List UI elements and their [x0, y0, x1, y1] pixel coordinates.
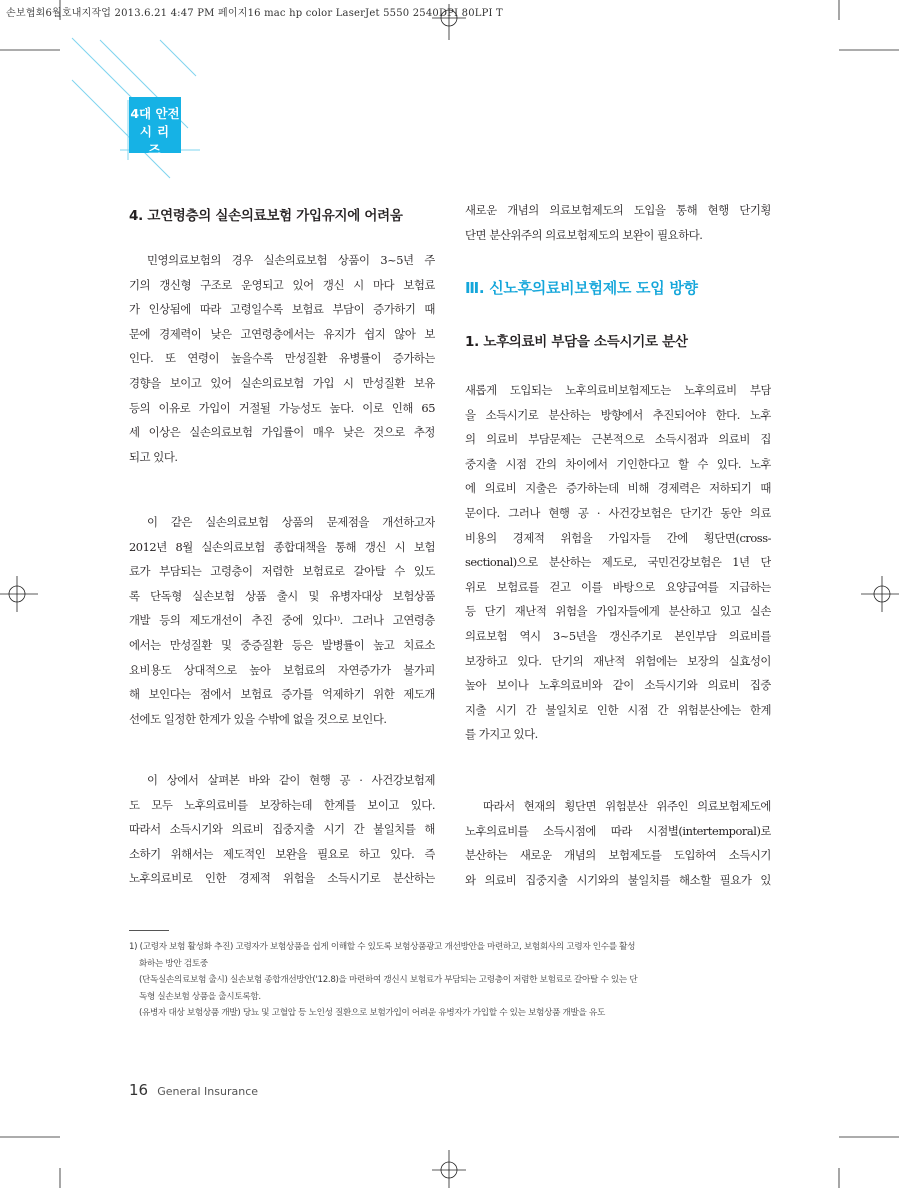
footnote-line: 화하는 방안 검토중 — [139, 958, 208, 969]
page-footer — [129, 1080, 258, 1099]
text-line: 가 인상됨에 따라 고령일수록 보험료 부담이 증가하기 때 — [129, 302, 435, 317]
text-line: 등 단기 재난적 위험을 가입자들에게 분산하고 있고 실손 — [465, 604, 771, 619]
text-line: 에 의료비 지출은 증가하는데 비해 경제력은 저하되기 때 — [465, 481, 771, 496]
left-paragraph-1 — [129, 248, 435, 469]
text-line: 를 가지고 있다. — [465, 727, 538, 742]
right-paragraph-1 — [465, 378, 771, 747]
text-line: 해 보인다는 점에서 보험료 증가를 억제하기 위한 제도개 — [129, 687, 435, 702]
left-paragraph-3 — [129, 768, 435, 891]
text-line: 세 이상은 실손의료보험 가입률이 매우 낮은 것으로 추정 — [129, 425, 435, 440]
page-number: 16 — [129, 1081, 149, 1099]
text-line: 와 의료비 집중지출 시기와의 불일치를 해소할 필요가 있 — [465, 872, 771, 887]
text-line: 인다. 또 연령이 높을수록 만성질환 유병률이 증가하는 — [129, 351, 435, 366]
footnote-divider — [129, 930, 169, 931]
footnote-line: 독형 실손보험 상품을 출시토록함. — [139, 991, 261, 1002]
text-line: 민영의료보험의 경우 실손의료보험 상품이 3~5년 주 — [147, 253, 435, 267]
text-line: 되고 있다. — [129, 449, 178, 464]
text-line: 이 상에서 살펴본 바와 같이 현행 공 · 사건강보험제 — [147, 773, 435, 787]
text-line: 소하기 위해서는 제도적인 보완을 필요로 하고 있다. 즉 — [129, 846, 435, 861]
text-line: 도 모두 노후의료비를 보장하는데 한계를 보이고 있다. — [129, 797, 435, 812]
text-line: 에서는 만성질환 및 중증질환 등은 발병률이 높고 치료소 — [129, 637, 435, 652]
text-line: sectional)으로 분산하는 제도로, 국민건강보험은 1년 단 — [465, 555, 771, 570]
right-paragraph-2 — [465, 794, 771, 892]
text-line: 보장하고 있다. 단기의 재난적 위험에는 보장의 실효성이 — [465, 653, 771, 668]
text-line: 분산하는 새로운 개념의 보험제도를 도입하여 소득시기 — [465, 848, 771, 863]
text-line: 료가 부담되는 고령층이 저렴한 보험료로 갈아탈 수 있도 — [129, 564, 435, 579]
text-line: 노후의료비를 소득시점에 따라 시점별(intertemporal)로 — [465, 823, 771, 838]
text-line: 기의 갱신형 구조로 운영되고 있어 갱신 시 마다 보험료 — [129, 277, 435, 292]
text-line: 경향을 보이고 있어 실손의료보험 가입 시 만성질환 보유 — [129, 375, 435, 390]
text-line: 록 단독형 실손보험 상품 출시 및 유병자대상 보험상품 — [129, 588, 435, 603]
left-paragraph-2 — [129, 510, 435, 731]
text-line: 지출 시기 간 불일치로 인한 시점 간 위험분산에는 한계 — [465, 702, 771, 717]
text-line: 개발 등의 제도개선이 추진 중에 있다¹⁾. 그러나 고연령층 — [129, 613, 435, 628]
footnote-line: 1) (고령자 보험 활성화 추진) 고령자가 보험상품을 쉽게 이해할 수 있도록 보험상품광고 개선방안을 마련하고, 보험회사의 고령자 인수를 활성 — [129, 942, 636, 952]
text-line: 중지출 시점 간의 차이에서 기인한다고 할 수 있다. 노후 — [465, 456, 771, 471]
footnote-line: (단독실손의료보험 출시) 실손보험 종합개선방안('12.8)을 마련하여 갱신시 보험료가 부담되는 고령층이 저렴한 보험료로 갈아탈 수 있는 단 — [139, 975, 638, 985]
text-line: 새로운 개념의 의료보험제도의 도입을 통해 현행 단기횡 — [465, 203, 771, 217]
text-line: 비용의 경제적 위험을 가입자들 간에 횡단면(cross- — [465, 530, 771, 545]
text-line: 요비용도 상대적으로 높아 보험료의 자연증가가 불가피 — [129, 662, 435, 677]
text-line: 단면 분산위주의 의료보험제도의 보완이 필요하다. — [465, 227, 703, 242]
text-line: 선에도 일정한 한계가 있을 수밖에 없을 것으로 보인다. — [129, 711, 387, 726]
right-intro-paragraph — [465, 198, 771, 247]
text-line: 의 의료비 부담문제는 근본적으로 소득시점과 의료비 집 — [465, 432, 771, 447]
text-line: 문에 경제력이 낮은 고연령층에서는 유지가 쉽지 않아 보 — [129, 326, 435, 341]
text-line: 등의 이유로 가입이 거절될 가능성도 높다. 이로 인해 65 — [129, 400, 435, 415]
subheading: 1. 노후의료비 부담을 소득시기로 분산 — [465, 334, 688, 350]
text-line: 이 같은 실손의료보험 상품의 문제점을 개선하고자 — [147, 515, 435, 529]
text-line: 문이다. 그러나 현행 공 · 사건강보험은 단기간 동안 의료 — [465, 505, 771, 520]
text-line: 따라서 소득시기와 의료비 집중지출 시기 간 불일치를 해 — [129, 822, 435, 837]
text-line: 따라서 현재의 횡단면 위험분산 위주인 의료보험제도에 — [483, 799, 771, 813]
footnotes — [129, 939, 769, 1022]
series-badge-line1: 4대 안전 — [130, 106, 180, 121]
text-line: 2012년 8월 실손의료보험 종합대책을 통해 갱신 시 보험 — [129, 539, 435, 554]
series-badge — [129, 97, 181, 157]
text-line: 위로 보험료를 걷고 이를 바탕으로 요양급여를 지급하는 — [465, 579, 771, 594]
text-line: 새롭게 도입되는 노후의료비보험제도는 노후의료비 부담 — [465, 383, 771, 397]
text-line: 높아 보이나 노후의료비와 같이 소득시기와 의료비 집중 — [465, 678, 771, 693]
section-heading: Ⅲ. 신노후의료비보험제도 도입 방향 — [465, 279, 698, 297]
print-header: 손보협회6월호내지작업 2013.6.21 4:47 PM 페이지16 mac hp color LaserJet 5550 2540DPI 80LPI T — [6, 8, 503, 19]
series-badge-line2: 시리즈 — [139, 124, 175, 157]
publication-name: General Insurance — [157, 1085, 259, 1098]
left-heading: 4. 고연령층의 실손의료보험 가입유지에 어려움 — [129, 208, 403, 224]
footnote-line: (유병자 대상 보험상품 개발) 당뇨 및 고혈압 등 노인성 질환으로 보험가입이 어려운 유병자가 가입할 수 있는 보험상품 개발을 유도 — [139, 1008, 605, 1018]
text-line: 의료보험 역시 3~5년을 갱신주기로 본인부담 의료비를 — [465, 628, 771, 643]
text-line: 을 소득시기로 분산하는 방향에서 추진되어야 한다. 노후 — [465, 407, 771, 422]
text-line: 노후의료비로 인한 경제적 위험을 소득시기로 분산하는 — [129, 871, 435, 886]
